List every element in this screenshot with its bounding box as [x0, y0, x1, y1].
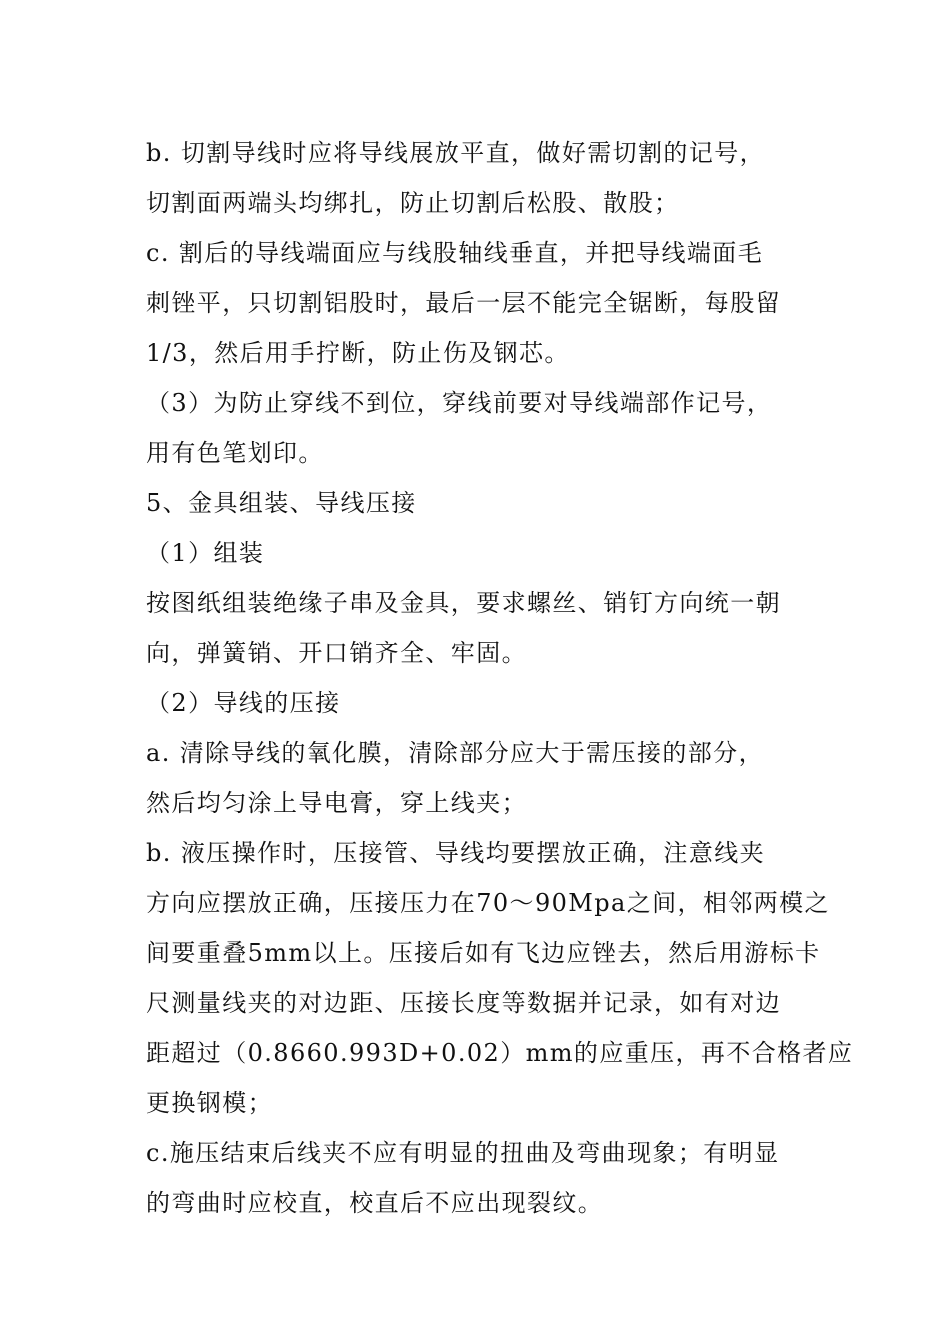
text-line: 间要重叠5mm以上。压接后如有飞边应锉去，然后用游标卡: [146, 939, 821, 967]
subsection-heading: （1）组装: [146, 539, 265, 567]
text-line: 的弯曲时应校直，校直后不应出现裂纹。: [146, 1189, 604, 1217]
text-line: c. 割后的导线端面应与线股轴线垂直，并把导线端面毛: [146, 239, 764, 267]
text-line: 方向应摆放正确，压接压力在70～90Mpa之间，相邻两模之: [146, 889, 830, 917]
text-line: b. 切割导线时应将导线展放平直，做好需切割的记号，: [146, 139, 766, 167]
text-line: 按图纸组装绝缘子串及金具，要求螺丝、销钉方向统一朝: [146, 589, 781, 617]
text-line: 更换钢模；: [146, 1089, 273, 1117]
text-line: 向，弹簧销、开口销齐全、牢固。: [146, 639, 527, 667]
text-line: 然后均匀涂上导电膏，穿上线夹；: [146, 789, 527, 817]
section-heading: 5、金具组装、导线压接: [146, 489, 417, 517]
text-line: 尺测量线夹的对边距、压接长度等数据并记录，如有对边: [146, 989, 781, 1017]
document-body: [146, 128, 854, 1228]
text-line: （3）为防止穿线不到位，穿线前要对导线端部作记号，: [146, 389, 773, 417]
text-line: c.施压结束后线夹不应有明显的扭曲及弯曲现象；有明显: [146, 1139, 780, 1167]
text-line: 刺锉平，只切割铝股时，最后一层不能完全锯断，每股留: [146, 289, 781, 317]
text-line: 用有色笔划印。: [146, 439, 324, 467]
text-line: 1/3，然后用手拧断，防止伤及钢芯。: [146, 339, 570, 367]
text-line: b. 液压操作时，压接管、导线均要摆放正确，注意线夹: [146, 839, 766, 867]
text-line: 切割面两端头均绑扎，防止切割后松股、散股；: [146, 189, 680, 217]
text-line: 距超过（0.8660.993D+0.02）mm的应重压，再不合格者应: [146, 1039, 854, 1067]
text-line: a. 清除导线的氧化膜，清除部分应大于需压接的部分，: [146, 739, 764, 767]
subsection-heading: （2）导线的压接: [146, 689, 341, 717]
